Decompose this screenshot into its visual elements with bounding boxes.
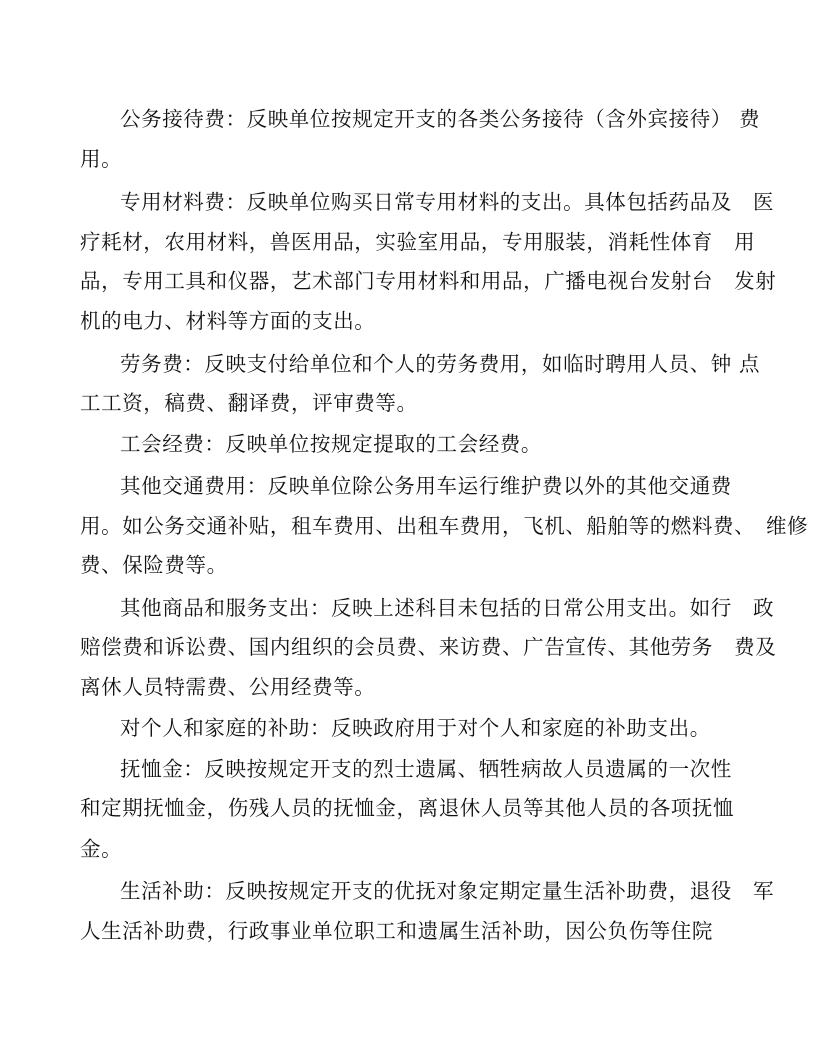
paragraph-line: 费、保险费等。 [80, 553, 228, 577]
paragraph-line: 用。 [80, 147, 123, 171]
paragraph-line: 品，专用工具和仪器，艺术部门专用材料和用品，广播电视台发射台 发射 [80, 269, 777, 293]
paragraph-line: 金。 [80, 837, 123, 861]
paragraph-line: 机的电力、材料等方面的支出。 [80, 309, 376, 333]
paragraph-line: 和定期抚恤金，伤残人员的抚恤金，离退休人员等其他人员的各项抚恤 [80, 796, 735, 820]
paragraph-line: 生活补助：反映按规定开支的优抚对象定期定量生活补助费，退役 军 [120, 879, 775, 903]
paragraph-line: 用。如公务交通补贴，租车费用、出租车费用，飞机、船舶等的燃料费、 维修 [80, 514, 809, 538]
paragraph-line: 人生活补助费，行政事业单位职工和遗属生活补助，因公负伤等住院 [80, 919, 713, 943]
paragraph-line: 工工资，稿费、翻译费，评审费等。 [80, 391, 418, 415]
paragraph-line: 离休人员特需费、公用经费等。 [80, 675, 376, 699]
paragraph-line: 公务接待费：反映单位按规定开支的各类公务接待（含外宾接待） 费 [120, 107, 761, 131]
paragraph-line: 专用材料费：反映单位购买日常专用材料的支出。具体包括药品及 医 [120, 190, 775, 214]
paragraph-line: 抚恤金：反映按规定开支的烈士遗属、牺牲病故人员遗属的一次性 [120, 757, 732, 781]
paragraph-line: 工会经费：反映单位按规定提取的工会经费。 [120, 432, 542, 456]
paragraph-line: 疗耗材，农用材料，兽医用品，实验室用品，专用服装，消耗性体育 用 [80, 230, 756, 254]
paragraph-line: 对个人和家庭的补助：反映政府用于对个人和家庭的补助支出。 [120, 716, 711, 740]
paragraph-line: 其他交通费用：反映单位除公务用车运行维护费以外的其他交通费 [120, 474, 732, 498]
paragraph-line: 其他商品和服务支出：反映上述科目未包括的日常公用支出。如行 政 [120, 596, 775, 620]
paragraph-line: 劳务费：反映支付给单位和个人的劳务费用，如临时聘用人员、钟 点 [120, 352, 761, 376]
paragraph-line: 赔偿费和诉讼费、国内组织的会员费、来访费、广告宣传、其他劳务 费及 [80, 635, 777, 659]
